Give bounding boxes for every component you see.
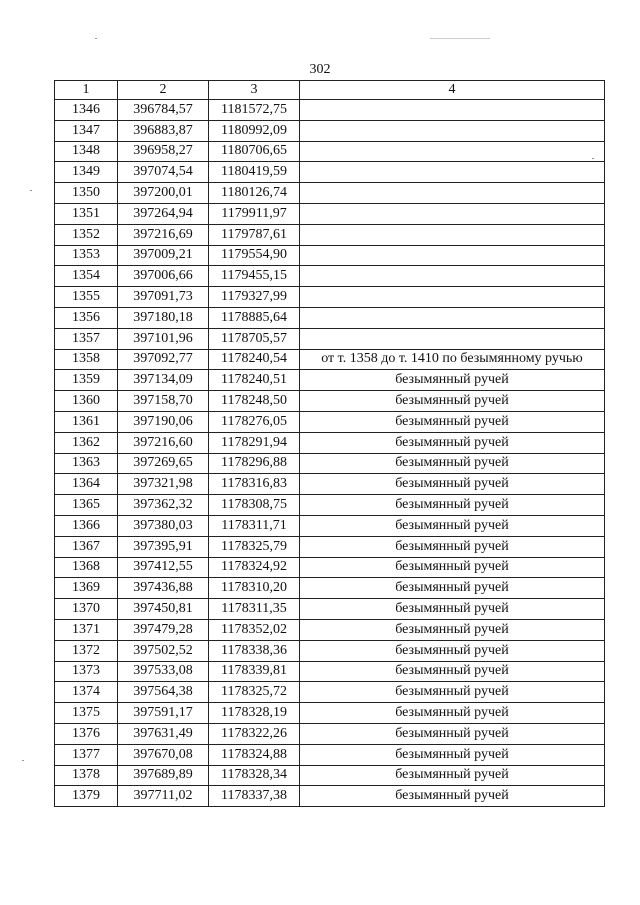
cell-x-coordinate: 397450,81 [118, 599, 209, 620]
cell-y-coordinate: 1179911,97 [209, 203, 300, 224]
cell-y-coordinate: 1179787,61 [209, 224, 300, 245]
cell-y-coordinate: 1178322,26 [209, 723, 300, 744]
cell-description [300, 183, 605, 204]
cell-x-coordinate: 397711,02 [118, 786, 209, 807]
cell-description [300, 162, 605, 183]
cell-description: безымянный ручей [300, 786, 605, 807]
cell-y-coordinate: 1178316,83 [209, 474, 300, 495]
cell-x-coordinate: 397190,06 [118, 411, 209, 432]
cell-y-coordinate: 1179327,99 [209, 287, 300, 308]
cell-point-number: 1368 [55, 557, 118, 578]
cell-description: безымянный ручей [300, 744, 605, 765]
cell-description: безымянный ручей [300, 765, 605, 786]
scan-speck [592, 158, 594, 159]
cell-point-number: 1374 [55, 682, 118, 703]
cell-description [300, 224, 605, 245]
cell-x-coordinate: 397631,49 [118, 723, 209, 744]
table-row [55, 245, 605, 266]
cell-description: безымянный ручей [300, 640, 605, 661]
cell-x-coordinate: 397591,17 [118, 703, 209, 724]
column-header-y-coordinate: 3 [209, 81, 300, 100]
cell-description: безымянный ручей [300, 557, 605, 578]
cell-y-coordinate: 1178240,51 [209, 370, 300, 391]
cell-y-coordinate: 1181572,75 [209, 100, 300, 121]
cell-y-coordinate: 1178328,34 [209, 765, 300, 786]
table-row [55, 370, 605, 391]
cell-y-coordinate: 1178337,38 [209, 786, 300, 807]
table-row [55, 307, 605, 328]
cell-description: безымянный ручей [300, 495, 605, 516]
table-row [55, 640, 605, 661]
cell-description: безымянный ручей [300, 619, 605, 640]
cell-description: безымянный ручей [300, 682, 605, 703]
column-header-description: 4 [300, 81, 605, 100]
cell-description: безымянный ручей [300, 578, 605, 599]
cell-point-number: 1351 [55, 203, 118, 224]
cell-description: безымянный ручей [300, 661, 605, 682]
cell-description: безымянный ручей [300, 474, 605, 495]
cell-y-coordinate: 1179455,15 [209, 266, 300, 287]
cell-x-coordinate: 397362,32 [118, 495, 209, 516]
table-row [55, 661, 605, 682]
table-row [55, 432, 605, 453]
cell-point-number: 1366 [55, 515, 118, 536]
cell-x-coordinate: 397269,65 [118, 453, 209, 474]
table-row [55, 411, 605, 432]
cell-point-number: 1346 [55, 100, 118, 121]
cell-point-number: 1364 [55, 474, 118, 495]
cell-x-coordinate: 397395,91 [118, 536, 209, 557]
scan-speck [430, 38, 490, 39]
table-row [55, 162, 605, 183]
cell-y-coordinate: 1178325,79 [209, 536, 300, 557]
cell-description [300, 120, 605, 141]
cell-point-number: 1358 [55, 349, 118, 370]
table-row [55, 599, 605, 620]
cell-description [300, 245, 605, 266]
cell-y-coordinate: 1178311,35 [209, 599, 300, 620]
cell-description [300, 287, 605, 308]
table-body [55, 100, 605, 807]
table-row [55, 266, 605, 287]
cell-point-number: 1371 [55, 619, 118, 640]
table-row [55, 578, 605, 599]
cell-x-coordinate: 397009,21 [118, 245, 209, 266]
table-row [55, 557, 605, 578]
cell-x-coordinate: 397180,18 [118, 307, 209, 328]
cell-point-number: 1347 [55, 120, 118, 141]
cell-point-number: 1363 [55, 453, 118, 474]
cell-point-number: 1372 [55, 640, 118, 661]
cell-point-number: 1375 [55, 703, 118, 724]
scan-speck [95, 38, 97, 39]
cell-y-coordinate: 1180992,09 [209, 120, 300, 141]
cell-x-coordinate: 397216,69 [118, 224, 209, 245]
cell-description: безымянный ручей [300, 391, 605, 412]
cell-y-coordinate: 1178310,20 [209, 578, 300, 599]
cell-x-coordinate: 397200,01 [118, 183, 209, 204]
cell-y-coordinate: 1178338,36 [209, 640, 300, 661]
cell-point-number: 1356 [55, 307, 118, 328]
cell-y-coordinate: 1178324,88 [209, 744, 300, 765]
cell-point-number: 1350 [55, 183, 118, 204]
cell-description: безымянный ручей [300, 432, 605, 453]
table-row [55, 349, 605, 370]
cell-y-coordinate: 1180126,74 [209, 183, 300, 204]
cell-x-coordinate: 397074,54 [118, 162, 209, 183]
cell-description [300, 266, 605, 287]
cell-point-number: 1373 [55, 661, 118, 682]
cell-x-coordinate: 397689,89 [118, 765, 209, 786]
table-row [55, 682, 605, 703]
cell-point-number: 1357 [55, 328, 118, 349]
table-row [55, 141, 605, 162]
cell-point-number: 1354 [55, 266, 118, 287]
cell-x-coordinate: 397158,70 [118, 391, 209, 412]
table-row [55, 515, 605, 536]
cell-x-coordinate: 397564,38 [118, 682, 209, 703]
cell-x-coordinate: 397412,55 [118, 557, 209, 578]
cell-y-coordinate: 1179554,90 [209, 245, 300, 266]
column-header-point-number: 1 [55, 81, 118, 100]
cell-x-coordinate: 397091,73 [118, 287, 209, 308]
table-row [55, 765, 605, 786]
table-row [55, 328, 605, 349]
cell-description [300, 141, 605, 162]
table-header-row [55, 81, 605, 100]
table-row [55, 495, 605, 516]
cell-y-coordinate: 1178339,81 [209, 661, 300, 682]
cell-point-number: 1367 [55, 536, 118, 557]
cell-y-coordinate: 1178296,88 [209, 453, 300, 474]
cell-x-coordinate: 396784,57 [118, 100, 209, 121]
cell-point-number: 1365 [55, 495, 118, 516]
cell-x-coordinate: 397380,03 [118, 515, 209, 536]
cell-point-number: 1376 [55, 723, 118, 744]
table-row [55, 723, 605, 744]
cell-point-number: 1360 [55, 391, 118, 412]
cell-description: безымянный ручей [300, 370, 605, 391]
cell-point-number: 1349 [55, 162, 118, 183]
cell-y-coordinate: 1178248,50 [209, 391, 300, 412]
cell-y-coordinate: 1178308,75 [209, 495, 300, 516]
table-row [55, 100, 605, 121]
cell-y-coordinate: 1178276,05 [209, 411, 300, 432]
cell-x-coordinate: 396883,87 [118, 120, 209, 141]
scan-speck [30, 190, 32, 191]
table-row [55, 203, 605, 224]
cell-x-coordinate: 397134,09 [118, 370, 209, 391]
table-row [55, 744, 605, 765]
cell-y-coordinate: 1178324,92 [209, 557, 300, 578]
cell-description: безымянный ручей [300, 723, 605, 744]
column-header-x-coordinate: 2 [118, 81, 209, 100]
cell-point-number: 1361 [55, 411, 118, 432]
cell-point-number: 1353 [55, 245, 118, 266]
table-row [55, 453, 605, 474]
cell-point-number: 1377 [55, 744, 118, 765]
cell-y-coordinate: 1178705,57 [209, 328, 300, 349]
cell-point-number: 1378 [55, 765, 118, 786]
cell-description: безымянный ручей [300, 411, 605, 432]
table-row [55, 536, 605, 557]
cell-description [300, 328, 605, 349]
cell-x-coordinate: 397479,28 [118, 619, 209, 640]
cell-x-coordinate: 397533,08 [118, 661, 209, 682]
table-row [55, 287, 605, 308]
cell-description [300, 203, 605, 224]
cell-x-coordinate: 397006,66 [118, 266, 209, 287]
cell-y-coordinate: 1178352,02 [209, 619, 300, 640]
cell-description: безымянный ручей [300, 536, 605, 557]
cell-point-number: 1362 [55, 432, 118, 453]
page-number: 302 [309, 62, 331, 77]
cell-point-number: 1348 [55, 141, 118, 162]
cell-y-coordinate: 1178328,19 [209, 703, 300, 724]
cell-y-coordinate: 1180419,59 [209, 162, 300, 183]
cell-x-coordinate: 397670,08 [118, 744, 209, 765]
table-row [55, 391, 605, 412]
cell-x-coordinate: 397321,98 [118, 474, 209, 495]
cell-x-coordinate: 397502,52 [118, 640, 209, 661]
cell-description [300, 307, 605, 328]
cell-point-number: 1369 [55, 578, 118, 599]
cell-y-coordinate: 1180706,65 [209, 141, 300, 162]
cell-description: безымянный ручей [300, 453, 605, 474]
cell-x-coordinate: 397436,88 [118, 578, 209, 599]
table-row [55, 120, 605, 141]
cell-y-coordinate: 1178291,94 [209, 432, 300, 453]
cell-description: безымянный ручей [300, 515, 605, 536]
cell-description: от т. 1358 до т. 1410 по безымянному ручью [300, 349, 605, 370]
cell-description [300, 100, 605, 121]
cell-x-coordinate: 397264,94 [118, 203, 209, 224]
cell-point-number: 1359 [55, 370, 118, 391]
coordinates-table [54, 80, 605, 807]
table-row [55, 183, 605, 204]
cell-description: безымянный ручей [300, 599, 605, 620]
cell-point-number: 1379 [55, 786, 118, 807]
cell-y-coordinate: 1178325,72 [209, 682, 300, 703]
cell-y-coordinate: 1178240,54 [209, 349, 300, 370]
cell-x-coordinate: 397092,77 [118, 349, 209, 370]
cell-x-coordinate: 397216,60 [118, 432, 209, 453]
table-row [55, 474, 605, 495]
cell-x-coordinate: 397101,96 [118, 328, 209, 349]
cell-point-number: 1370 [55, 599, 118, 620]
cell-description: безымянный ручей [300, 703, 605, 724]
table-row [55, 703, 605, 724]
cell-point-number: 1355 [55, 287, 118, 308]
table-row [55, 224, 605, 245]
cell-point-number: 1352 [55, 224, 118, 245]
cell-y-coordinate: 1178885,64 [209, 307, 300, 328]
cell-x-coordinate: 396958,27 [118, 141, 209, 162]
table-row [55, 786, 605, 807]
scan-speck [22, 760, 24, 761]
table-row [55, 619, 605, 640]
cell-y-coordinate: 1178311,71 [209, 515, 300, 536]
